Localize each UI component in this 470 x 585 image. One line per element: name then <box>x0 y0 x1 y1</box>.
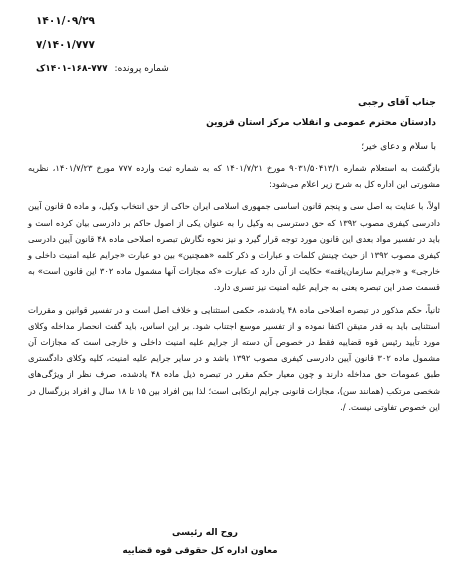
signer-name: روح اله رئیسی <box>172 528 238 538</box>
recipient-block <box>36 96 436 130</box>
case-number-value: ۷۷۷-۱۶۸-۱۴۰۱ک <box>36 64 108 74</box>
greeting: با سلام و دعای خیر؛ <box>361 142 436 152</box>
body-paragraph-intro: بازگشت به استعلام شماره ۹۰۳۱/۵۰۴۱۳/۱ مورخ ۱۴۰۱/۷/۲۱ که به شماره ثبت وارده ۷۷۷ مورخ ۱۴۰۱/۷/۲۳، نظریه مشورتی این اداره کل به شرح زیر اعلام می‌شود: <box>28 163 440 190</box>
letter-date: ۱۴۰۱/۰۹/۲۹ <box>36 15 95 27</box>
signer-title: معاون اداره کل حقوقی قوه قضاییه <box>122 546 278 556</box>
case-number-label: شماره پرونده: <box>114 64 169 74</box>
letter-meta <box>36 14 256 76</box>
letter-number: ۷/۱۴۰۱/۷۷۷ <box>36 39 95 51</box>
body-paragraph-second: ثانیاً، حکم مذکور در تبصره اصلاحی ماده ۴۸ یادشده، حکمی استثنایی و خلاف اصل است و در تفسیر قوانین و مقررات استثنایی باید به قدر متیقن اکتفا نموده و از تفسیر موسع اجتناب شود. بر این اساس، باید گفت انحصار مداخله وکلای مورد تأیید رئیس قوه قضاییه فقط در خصوص آن دسته از جرایم علیه امنیت داخلی و خارجی است که مجازات آن مشمول ماده ۳۰۲ قانون آیین دادرسی کیفری مصوب ۱۳۹۲ باشد و در سایر جرایم علیه امنیت، کلیه وکلای دادگستری طبق عمومات حق مداخله دارند و چون معیار حکم مقرر در تبصره ذیل ماده ۴۸ یادشده، صرف نظر از ویژگی‌های شخصی مرتکب (همانند سن)، مجازات قانونی جرایم ارتکابی است؛ لذا بین افراد بین ۱۵ تا ۱۸ سال و افراد بزرگسال در این خصوص تفاوتی نیست. /. <box>28 304 440 412</box>
body-paragraph-first: اولاً، با عنایت به اصل سی و پنجم قانون اساسی جمهوری اسلامی ایران حاکی از حق انتخاب وکیل، و ماده ۵ قانون آیین دادرسی کیفری مصوب ۱۳۹۲ که حق دسترسی به وکیل را به عنوان یکی از اصول حاکم بر دادرسی بیان کرده است و باید در تفسیر مواد بعدی این قانون مورد توجه قرار گیرد و نیز نحوه نگارش تبصره اصلاحی ماده ۴۸ قانون آیین دادرسی کیفری مصوب ۱۳۹۲ از حیث چینش کلمات و عبارات و ذکر کلمه «همچنین» بین دو عبارت «جرایم علیه امنیت داخلی و خارجی» و «جرایم سازمان‌یافته» حکایت از آن دارد که عبارت «که مجازات آنها مشمول ماده ۳۰۲ این قانون است» به قسمت صدر این تبصره یعنی به جرایم علیه امنیت نیز تسری دارد. <box>28 201 441 293</box>
letter-body <box>28 160 440 421</box>
recipient-name: جناب آقای رجبی <box>357 97 436 108</box>
recipient-title: دادستان محترم عمومی و انقلاب مرکز استان قزوین <box>206 118 436 128</box>
case-number <box>36 62 256 76</box>
